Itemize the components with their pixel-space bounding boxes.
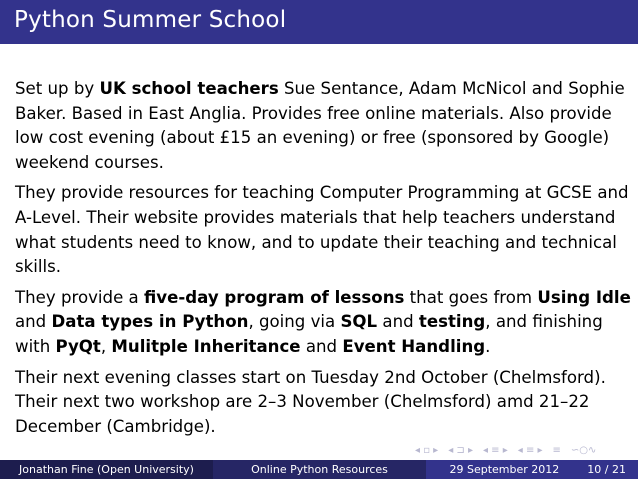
text-span: They provide a — [15, 287, 144, 307]
bold-text: testing — [418, 312, 486, 332]
text-line — [15, 126, 615, 151]
footer-date: 29 September 2012 — [449, 463, 560, 476]
paragraph — [15, 366, 615, 440]
paragraph — [15, 77, 625, 175]
search-icon[interactable]: ∽○∿ — [570, 445, 597, 456]
text-line — [15, 151, 615, 176]
bold-text: UK school teachers — [99, 79, 279, 98]
text-span: . — [485, 336, 491, 356]
bold-text: SQL — [340, 312, 378, 332]
footer-author: Jonathan Fine (Open University) — [0, 460, 213, 479]
bold-text: PyQt — [55, 336, 101, 356]
text-line — [15, 231, 615, 256]
prev-frame-icon[interactable]: ◂ ▫ ▸ — [415, 445, 439, 456]
text-span: that goes from — [404, 287, 538, 307]
footer-date-page — [426, 460, 638, 479]
text-span: December (Cambridge). — [15, 416, 216, 436]
bold-text: Using Idle — [537, 287, 631, 307]
text-span: They provide resources for teaching Computer Programming at GCSE and — [15, 183, 629, 203]
text-span: Set up by — [15, 79, 100, 98]
text-span: and — [377, 312, 419, 332]
slide-title-bar — [0, 0, 638, 44]
text-span: Their next two workshop are 2–3 November (Chelmsford) amd 21–22 — [15, 392, 590, 412]
text-line — [15, 206, 615, 231]
next-section-icon[interactable]: ◂ ≡ ▸ — [517, 445, 543, 456]
footer-short-title: Online Python Resources — [213, 460, 426, 479]
text-line — [15, 335, 615, 360]
text-line — [15, 310, 615, 335]
text-span: and — [15, 312, 52, 332]
text-line — [15, 390, 615, 415]
text-line — [15, 77, 625, 102]
text-span: with — [15, 336, 56, 356]
slide-footer — [0, 460, 638, 479]
prev-subsection-icon[interactable]: ◂ ⊐ ▸ — [448, 445, 473, 456]
text-span: and — [300, 336, 343, 356]
text-line — [15, 255, 615, 280]
text-line — [15, 286, 631, 311]
footer-page-number: 10 / 21 — [587, 463, 626, 476]
text-line — [15, 102, 615, 127]
slide-title: Python Summer School — [14, 7, 287, 33]
text-span: what students need to know, and to update their teaching and technical — [15, 232, 617, 252]
paragraph — [15, 286, 631, 360]
text-span: skills. — [15, 257, 62, 277]
text-span: A-Level. Their website provides materials that help teachers understand — [15, 207, 616, 227]
bold-text: Mulitple Inheritance — [111, 336, 301, 356]
text-span: , — [100, 336, 112, 356]
text-line — [15, 415, 615, 440]
prev-section-icon[interactable]: ◂ ≡ ▸ — [482, 445, 508, 456]
bold-text: Data types in Python — [51, 312, 249, 332]
text-span: Sue Sentance, Adam McNicol and Sophie — [278, 79, 625, 98]
text-span: Baker. Based in East Anglia. Provides free online materials. Also provide — [15, 103, 612, 123]
bold-text: Event Handling — [342, 336, 486, 356]
paragraph — [15, 181, 629, 279]
align-icon[interactable]: ≡ — [552, 445, 561, 456]
text-span: low cost evening (about £15 an evening) or free (sponsored by Google) — [15, 128, 610, 148]
beamer-navigation[interactable] — [415, 445, 596, 459]
slide-body — [15, 77, 631, 445]
text-line — [15, 366, 615, 391]
text-line — [15, 181, 629, 206]
text-span: Their next evening classes start on Tuesday 2nd October (Chelmsford). — [15, 367, 606, 387]
bold-text: five-day program of lessons — [144, 287, 405, 307]
text-span: , and finishing — [485, 312, 603, 332]
text-span: , going via — [248, 312, 341, 332]
text-span: weekend courses. — [15, 152, 164, 172]
